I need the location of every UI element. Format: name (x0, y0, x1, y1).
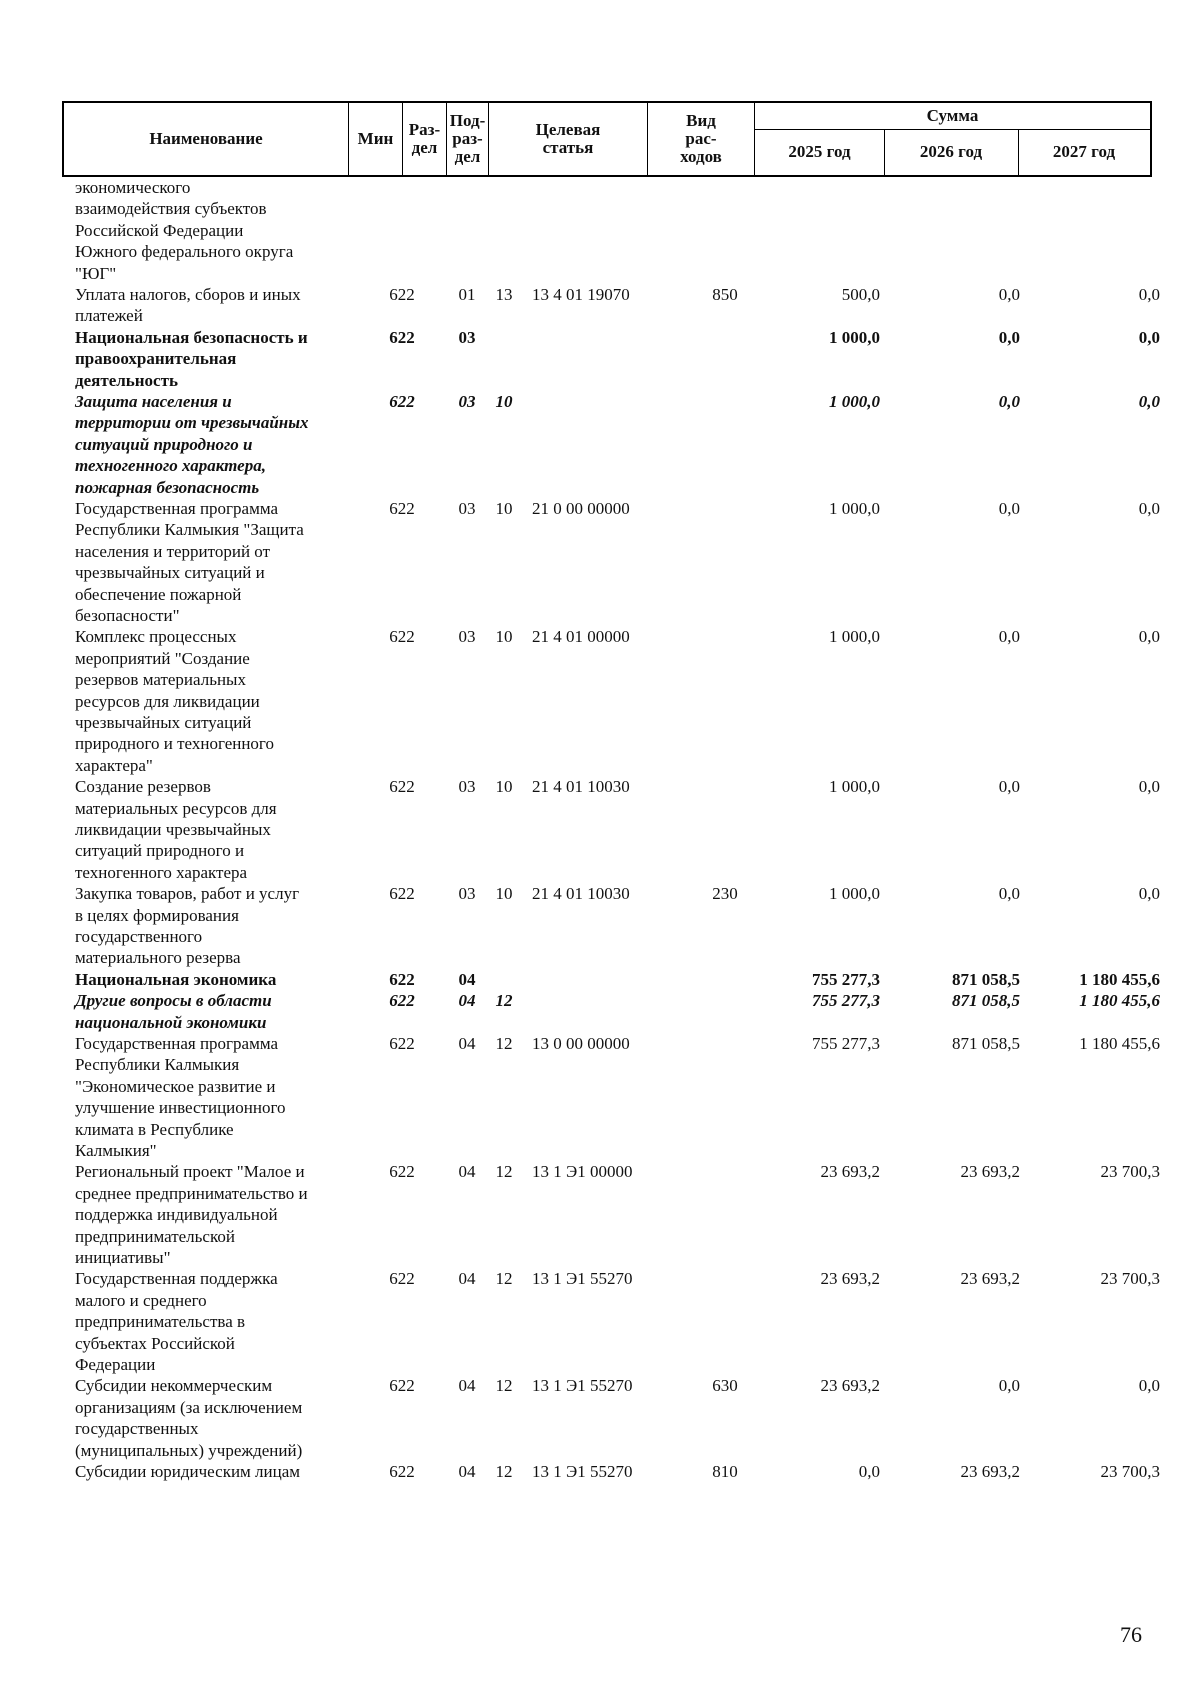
cell-name: Уплата налогов, сборов и иных платежей (75, 285, 301, 326)
cell-y26: 0,0 (998, 327, 1020, 347)
table-row (0, 1033, 1200, 1161)
cell-min: 622 (389, 1269, 415, 1289)
table-row (0, 391, 1200, 498)
cell-vid: 230 (712, 884, 738, 904)
cell-name: Государственная поддержка малого и среднего предпринимательства в субъектах Российской Федерации (75, 1269, 278, 1374)
cell-y25: 23 693,2 (820, 1162, 880, 1182)
cell-razd: 03 (458, 498, 476, 518)
cell-cel: 13 1 Э1 55270 (532, 1461, 633, 1481)
cell-razd: 03 (458, 777, 476, 797)
cell-y26: 871 058,5 (952, 1033, 1020, 1053)
cell-cel: 13 4 01 19070 (532, 285, 630, 304)
cell-min: 622 (389, 1162, 415, 1182)
cell-podr: 12 (495, 991, 513, 1011)
header-2026: 2026 год (884, 129, 1019, 175)
cell-razd: 04 (458, 969, 476, 989)
cell-razd: 01 (458, 285, 476, 304)
cell-cel: 21 4 01 10030 (532, 884, 630, 904)
cell-y25: 23 693,2 (820, 1376, 880, 1396)
cell-razd: 04 (458, 1033, 476, 1053)
table-row (0, 626, 1200, 776)
cell-podr: 10 (495, 498, 513, 518)
cell-y25: 500,0 (841, 285, 880, 304)
cell-min: 622 (389, 498, 415, 518)
cell-y26: 0,0 (998, 777, 1020, 797)
cell-cel: 21 4 01 10030 (532, 777, 630, 797)
cell-min: 622 (389, 627, 415, 647)
cell-name: Создание резервов материальных ресурсов для ликвидации чрезвычайных ситуаций природного и техногенного характера (75, 777, 277, 882)
cell-podr: 10 (495, 884, 513, 904)
page-number: 76 (1120, 1622, 1142, 1647)
cell-razd: 03 (458, 627, 476, 647)
cell-y27: 23 700,3 (1100, 1461, 1160, 1481)
header-podrazdel: Под- раз- дел (447, 103, 489, 175)
cell-podr: 10 (495, 391, 513, 411)
cell-min: 622 (389, 777, 415, 797)
cell-name: Комплекс процессных мероприятий "Создание резервов материальных ресурсов для ликвидации чрезвычайных ситуаций природного и техногенного характера" (75, 627, 274, 775)
cell-y26: 23 693,2 (960, 1162, 1020, 1182)
cell-podr: 13 (495, 285, 513, 304)
cell-y26: 0,0 (998, 627, 1020, 647)
table-row (0, 969, 1200, 990)
cell-y26: 0,0 (998, 285, 1020, 304)
cell-name: Закупка товаров, работ и услуг в целях формирования государственного материального резерва (75, 884, 300, 968)
table-header (62, 101, 1152, 177)
cell-razd: 04 (458, 991, 476, 1011)
cell-y25: 755 277,3 (812, 969, 880, 989)
header-min: Мин (349, 103, 403, 175)
header-summa: Сумма (755, 103, 1150, 130)
cell-razd: 04 (458, 1269, 476, 1289)
cell-cel: 21 0 00 00000 (532, 498, 630, 518)
table-row (0, 1461, 1200, 1482)
table-row (0, 284, 1200, 327)
cell-y26: 0,0 (998, 1376, 1020, 1396)
cell-name: экономического взаимодействия субъектов Российской Федерации Южного федерального округа "ЮГ" (75, 178, 294, 283)
cell-razd: 04 (458, 1461, 476, 1481)
cell-y25: 755 277,3 (812, 1033, 880, 1053)
cell-y26: 0,0 (998, 391, 1020, 411)
cell-y26: 23 693,2 (960, 1269, 1020, 1289)
cell-podr: 12 (495, 1376, 513, 1396)
cell-cel: 13 1 Э1 00000 (532, 1162, 633, 1182)
table-row (0, 883, 1200, 969)
cell-y27: 23 700,3 (1100, 1162, 1160, 1182)
table-row (0, 177, 1200, 284)
table-row (0, 990, 1200, 1033)
cell-cel: 21 4 01 00000 (532, 627, 630, 647)
cell-podr: 10 (495, 627, 513, 647)
cell-y26: 23 693,2 (960, 1461, 1020, 1481)
table-row (0, 498, 1200, 626)
cell-y25: 1 000,0 (829, 777, 880, 797)
cell-name: Субсидии юридическим лицам (75, 1461, 301, 1481)
cell-y27: 0,0 (1138, 391, 1160, 411)
cell-min: 622 (389, 1376, 415, 1396)
cell-podr: 12 (495, 1461, 513, 1481)
cell-y27: 0,0 (1138, 777, 1160, 797)
cell-vid: 850 (712, 285, 738, 304)
cell-podr: 12 (495, 1162, 513, 1182)
cell-y27: 0,0 (1138, 627, 1160, 647)
cell-min: 622 (389, 1461, 415, 1481)
cell-min: 622 (389, 327, 415, 347)
cell-name: Субсидии некоммерческим организациям (за исключением государственных (муниципальных) учреждений) (75, 1376, 303, 1460)
cell-y25: 1 000,0 (829, 498, 880, 518)
cell-y27: 0,0 (1138, 1376, 1160, 1396)
cell-podr: 12 (495, 1033, 513, 1053)
cell-razd: 04 (458, 1162, 476, 1182)
cell-name: Государственная программа Республики Калмыкия "Экономическое развитие и улучшение инвестиционного климата в Республике Калмыкия" (75, 1033, 286, 1160)
header-name: Наименование (64, 103, 349, 175)
table-body (0, 177, 1200, 1482)
cell-min: 622 (389, 884, 415, 904)
cell-y25: 23 693,2 (820, 1269, 880, 1289)
table-row (0, 1161, 1200, 1268)
cell-y25: 1 000,0 (829, 391, 880, 411)
cell-y27: 0,0 (1138, 498, 1160, 518)
cell-y25: 755 277,3 (812, 991, 880, 1011)
cell-y26: 871 058,5 (952, 991, 1020, 1011)
cell-y25: 1 000,0 (829, 884, 880, 904)
header-vid: Вид рас- ходов (648, 103, 755, 175)
table-row (0, 1268, 1200, 1375)
cell-razd: 03 (458, 884, 476, 904)
table-row (0, 327, 1200, 391)
table-row (0, 1375, 1200, 1461)
cell-razd: 03 (458, 391, 476, 411)
cell-y27: 23 700,3 (1100, 1269, 1160, 1289)
cell-min: 622 (389, 285, 415, 304)
header-celevaya: Целевая статья (489, 103, 648, 175)
cell-vid: 810 (712, 1461, 738, 1481)
cell-y26: 0,0 (998, 498, 1020, 518)
cell-min: 622 (389, 969, 415, 989)
cell-name: Другие вопросы в области национальной экономики (75, 991, 272, 1032)
cell-min: 622 (389, 991, 415, 1011)
cell-y27: 0,0 (1138, 327, 1160, 347)
cell-y25: 1 000,0 (829, 327, 880, 347)
cell-vid: 630 (712, 1376, 738, 1396)
cell-razd: 03 (458, 327, 476, 347)
cell-y27: 1 180 455,6 (1079, 969, 1160, 989)
cell-name: Защита населения и территории от чрезвычайных ситуаций природного и техногенного характера, пожарная безопасность (75, 391, 309, 497)
cell-y25: 0,0 (858, 1461, 880, 1481)
cell-cel: 13 1 Э1 55270 (532, 1376, 633, 1396)
cell-cel: 13 1 Э1 55270 (532, 1269, 633, 1289)
table-row (0, 776, 1200, 883)
header-2027: 2027 год (1052, 142, 1116, 161)
cell-name: Региональный проект "Малое и среднее предпринимательство и поддержка индивидуальной предпринимательской инициативы" (75, 1162, 308, 1267)
header-razdel: Раз- дел (403, 103, 447, 175)
cell-min: 622 (389, 391, 415, 411)
cell-name: Национальная экономика (75, 969, 277, 989)
cell-y27: 0,0 (1138, 884, 1160, 904)
cell-min: 622 (389, 1033, 415, 1053)
cell-podr: 10 (495, 777, 513, 797)
cell-y27: 1 180 455,6 (1079, 991, 1160, 1011)
cell-y26: 0,0 (998, 884, 1020, 904)
cell-y27: 1 180 455,6 (1079, 1033, 1160, 1053)
header-2025: 2025 год (755, 129, 885, 175)
cell-razd: 04 (458, 1376, 476, 1396)
cell-y27: 0,0 (1138, 285, 1160, 304)
cell-y25: 1 000,0 (829, 627, 880, 647)
cell-podr: 12 (495, 1269, 513, 1289)
cell-name: Государственная программа Республики Калмыкия "Защита населения и территорий от чрезвычайных ситуаций и обеспечение пожарной безопасности" (75, 498, 304, 626)
cell-name: Национальная безопасность и правоохранительная деятельность (75, 327, 308, 390)
cell-cel: 13 0 00 00000 (532, 1033, 630, 1053)
cell-y26: 871 058,5 (952, 969, 1020, 989)
